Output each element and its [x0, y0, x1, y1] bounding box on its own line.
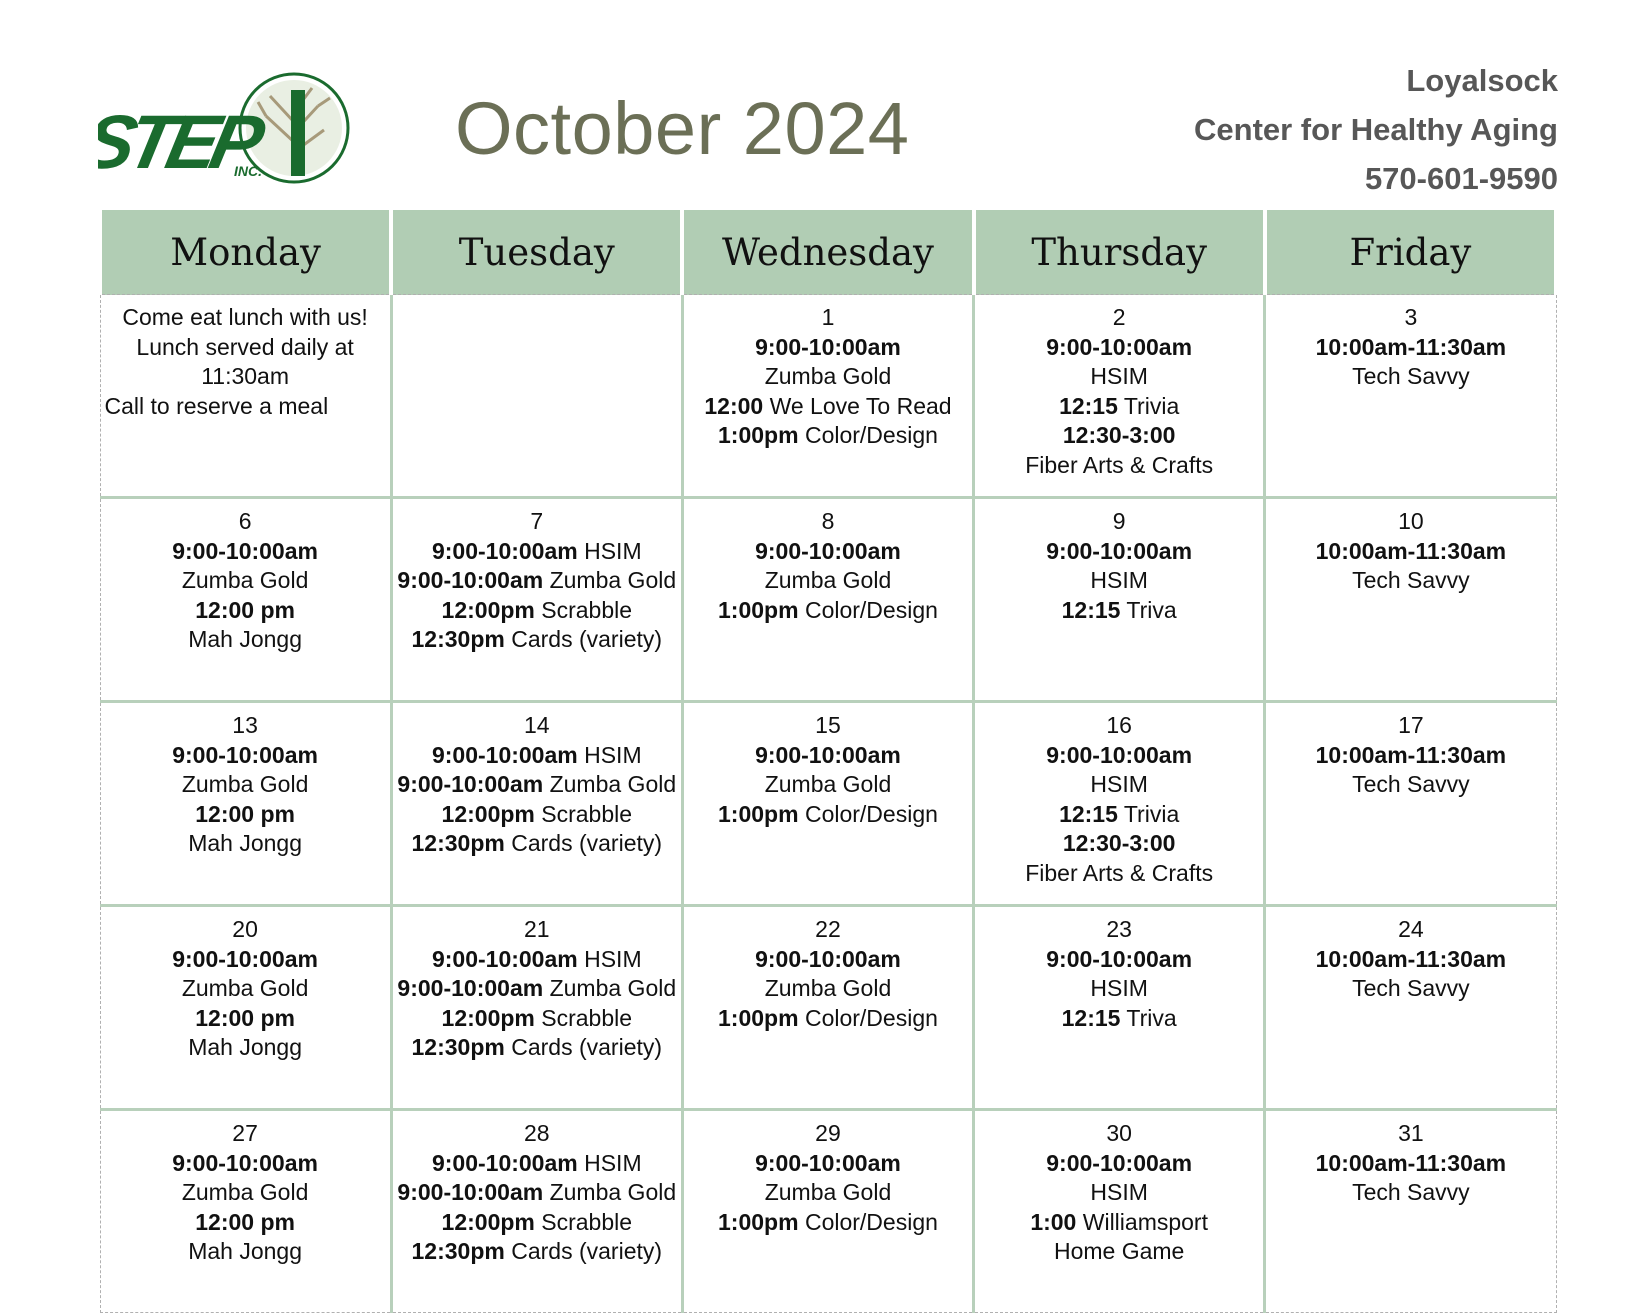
- event-line: [1270, 537, 1551, 567]
- event-name: Williamsport: [1076, 1208, 1208, 1235]
- day-cell: [391, 498, 682, 702]
- event-name: Cards (variety): [504, 626, 663, 652]
- day-cell: [100, 702, 391, 906]
- event-time: 9:00-10:00am: [755, 945, 901, 972]
- event-name: Mah Jongg: [188, 830, 302, 856]
- step-inc-logo: [98, 72, 350, 184]
- event-line: [105, 945, 386, 975]
- event-time: 12:00 pm: [195, 1208, 295, 1235]
- calendar-week-row: [100, 1110, 1556, 1313]
- event-time: 12:30pm: [411, 830, 505, 856]
- day-cell: [1265, 295, 1556, 498]
- event-name: Mah Jongg: [188, 626, 302, 652]
- event-line: [688, 1004, 968, 1034]
- day-number: 17: [1398, 712, 1424, 738]
- day-cell: [974, 1110, 1265, 1313]
- event-time: 12:15: [1061, 1004, 1121, 1031]
- event-line: [979, 333, 1259, 363]
- day-cell: [682, 906, 973, 1110]
- event-name: HSIM: [577, 945, 642, 972]
- event-time: 9:00-10:00am: [1046, 945, 1193, 972]
- event-line: [979, 1004, 1259, 1034]
- event-name: Scrabble: [534, 596, 633, 623]
- event-name: Zumba Gold: [764, 771, 892, 797]
- day-cell: [974, 498, 1265, 702]
- day-number: 20: [232, 916, 258, 942]
- event-time: 12:15: [1059, 800, 1118, 827]
- day-number: 22: [815, 916, 841, 942]
- day-cell: [682, 498, 973, 702]
- event-name: Tech Savvy: [1352, 567, 1470, 593]
- day-number: 23: [1106, 916, 1132, 942]
- event-line: [979, 596, 1259, 626]
- weekday-thursday: Thursday: [974, 210, 1265, 295]
- event-line: [1270, 566, 1551, 596]
- event-line: [397, 829, 677, 859]
- event-name: Zumba Gold: [543, 1179, 677, 1205]
- event-time: 9:00-10:00am: [172, 945, 318, 972]
- event-time: 1:00pm: [718, 422, 799, 448]
- day-cell: [1265, 906, 1556, 1110]
- event-line: [105, 537, 386, 567]
- event-time: 9:00-10:00am: [431, 537, 578, 564]
- event-time: 12:30-3:00: [1062, 422, 1176, 448]
- event-name: Tech Savvy: [1352, 1179, 1470, 1205]
- event-line: [105, 1149, 386, 1179]
- event-name: Zumba Gold: [181, 771, 309, 797]
- event-time: 1:00pm: [718, 596, 799, 623]
- event-line: [688, 362, 968, 392]
- event-time: 9:00-10:00am: [172, 741, 318, 768]
- event-name: Tech Savvy: [1352, 363, 1470, 389]
- event-time: 9:00-10:00am: [755, 1149, 901, 1176]
- event-line: [688, 945, 968, 975]
- event-line: [1270, 1178, 1551, 1208]
- event-time: 12:00pm: [441, 1004, 535, 1031]
- day-number: 28: [523, 1120, 550, 1146]
- event-name: HSIM: [1090, 567, 1148, 593]
- event-line: [397, 1033, 677, 1063]
- event-line: [979, 1237, 1259, 1267]
- event-line: [105, 1033, 386, 1063]
- event-line: [397, 1149, 677, 1179]
- event-name: Tech Savvy: [1352, 975, 1470, 1001]
- event-line: [979, 537, 1259, 567]
- event-name: Cards (variety): [504, 1238, 663, 1264]
- event-name: Color/Design: [798, 800, 938, 827]
- event-name: Mah Jongg: [188, 1238, 302, 1264]
- event-line: [105, 566, 386, 596]
- day-number: 7: [530, 508, 544, 534]
- event-name: HSIM: [1090, 363, 1148, 389]
- event-name: HSIM: [1090, 771, 1148, 797]
- weekday-monday: Monday: [100, 210, 391, 295]
- weekday-friday: Friday: [1265, 210, 1556, 295]
- event-time: 9:00-10:00am: [1046, 537, 1193, 564]
- lunch-note-line: Call to reserve a meal: [104, 392, 329, 419]
- day-number: 1: [821, 304, 835, 330]
- event-name: HSIM: [1090, 1179, 1148, 1205]
- day-number: 15: [815, 712, 841, 738]
- event-time: 10:00am-11:30am: [1315, 741, 1507, 768]
- day-cell: [391, 906, 682, 1110]
- event-name: Zumba Gold: [181, 567, 309, 593]
- event-line: [979, 362, 1259, 392]
- event-line: [397, 770, 677, 800]
- event-name: Zumba Gold: [764, 975, 892, 1001]
- event-name: Triva: [1120, 1004, 1177, 1031]
- event-line: [105, 625, 386, 655]
- event-name: Triva: [1120, 596, 1177, 623]
- event-line: [979, 566, 1259, 596]
- event-time: 12:00 pm: [195, 1004, 295, 1031]
- event-time: 10:00am-11:30am: [1315, 945, 1507, 972]
- day-cell: [1265, 498, 1556, 702]
- event-name: Zumba Gold: [181, 975, 309, 1001]
- event-time: 1:00: [1030, 1208, 1077, 1235]
- event-time: 9:00-10:00am: [172, 1149, 318, 1176]
- event-name: Trivia: [1117, 800, 1180, 827]
- event-time: 9:00-10:00am: [172, 537, 318, 564]
- event-line: [397, 945, 677, 975]
- event-line: [979, 421, 1259, 451]
- org-name: Loyalsock: [1406, 63, 1558, 98]
- event-name: We Love To Read: [763, 392, 952, 419]
- event-time: 1:00pm: [718, 1004, 799, 1031]
- event-name: Zumba Gold: [764, 567, 892, 593]
- event-line: [979, 770, 1259, 800]
- day-number: 6: [238, 508, 252, 534]
- event-name: Zumba Gold: [543, 975, 677, 1001]
- event-line: [1270, 362, 1551, 392]
- event-line: [105, 974, 386, 1004]
- event-line: [397, 1208, 677, 1238]
- calendar-week-row: [100, 498, 1556, 702]
- event-line: [397, 1178, 677, 1208]
- event-line: [105, 1208, 386, 1238]
- event-name: Cards (variety): [504, 1034, 663, 1060]
- event-line: [979, 829, 1259, 859]
- event-line: [979, 859, 1259, 889]
- event-line: [979, 1149, 1259, 1179]
- event-time: 9:00-10:00am: [397, 771, 544, 797]
- event-name: HSIM: [577, 1149, 642, 1176]
- event-line: [688, 333, 968, 363]
- event-name: Color/Design: [798, 422, 938, 448]
- event-time: 9:00-10:00am: [1046, 741, 1193, 768]
- event-name: Color/Design: [798, 596, 938, 623]
- event-time: 12:00pm: [441, 1208, 535, 1235]
- day-cell: [391, 1110, 682, 1313]
- event-line: [979, 1208, 1259, 1238]
- day-cell: [100, 1110, 391, 1313]
- day-number: 9: [1112, 508, 1126, 534]
- event-line: [1270, 770, 1551, 800]
- event-line: [397, 974, 677, 1004]
- day-number: 24: [1398, 916, 1424, 942]
- day-number: 3: [1404, 304, 1418, 330]
- event-time: 12:00pm: [441, 800, 535, 827]
- event-line: [1270, 333, 1551, 363]
- event-time: 9:00-10:00am: [397, 567, 544, 593]
- event-line: [105, 770, 386, 800]
- event-line: [397, 596, 677, 626]
- day-number: 27: [232, 1120, 258, 1146]
- calendar-grid: [98, 210, 1558, 1313]
- event-line: [688, 392, 968, 422]
- event-line: [979, 741, 1259, 771]
- calendar-week-row: [100, 295, 1556, 498]
- event-name: Zumba Gold: [181, 1179, 309, 1205]
- event-name: Tech Savvy: [1352, 771, 1470, 797]
- event-line: [979, 800, 1259, 830]
- day-number: 16: [1106, 712, 1132, 738]
- org-phone: 570-601-9590: [1364, 161, 1558, 196]
- event-time: 9:00-10:00am: [1046, 1149, 1193, 1176]
- event-line: [105, 800, 386, 830]
- calendar-week-row: [100, 906, 1556, 1110]
- day-cell: [1265, 1110, 1556, 1313]
- weekday-header-row: [100, 210, 1556, 295]
- event-name: Fiber Arts & Crafts: [1025, 451, 1214, 478]
- day-cell: [100, 906, 391, 1110]
- event-time: 9:00-10:00am: [431, 1149, 578, 1176]
- event-name: Scrabble: [534, 1004, 633, 1031]
- event-name: HSIM: [1090, 975, 1148, 1001]
- day-cell: [974, 906, 1265, 1110]
- event-line: [979, 451, 1259, 481]
- event-name: Cards (variety): [504, 830, 663, 856]
- event-time: 9:00-10:00am: [397, 1179, 544, 1205]
- event-line: [105, 1178, 386, 1208]
- event-line: [688, 741, 968, 771]
- event-name: Zumba Gold: [764, 363, 892, 389]
- event-name: Color/Design: [798, 1004, 938, 1031]
- event-line: [688, 770, 968, 800]
- day-number: 21: [523, 916, 550, 942]
- event-line: [1270, 741, 1551, 771]
- org-block: [1194, 56, 1558, 203]
- event-time: 12:00 pm: [195, 596, 295, 623]
- event-line: [397, 741, 677, 771]
- weekday-tuesday: Tuesday: [391, 210, 682, 295]
- event-line: [688, 421, 968, 451]
- event-time: 9:00-10:00am: [755, 741, 901, 768]
- day-number: 14: [523, 712, 550, 738]
- logo-text: STEP: [98, 99, 265, 184]
- event-time: 12:30pm: [411, 626, 505, 652]
- event-line: [688, 537, 968, 567]
- calendar-week-row: [100, 702, 1556, 906]
- event-time: 12:00 pm: [195, 800, 295, 827]
- event-time: 9:00-10:00am: [755, 537, 901, 564]
- event-line: [1270, 1149, 1551, 1179]
- page-title: October 2024: [455, 87, 910, 170]
- day-number: 8: [821, 508, 835, 534]
- lunch-note-line: Lunch served daily at: [136, 333, 354, 360]
- event-time: 12:30pm: [411, 1238, 505, 1264]
- event-line: [105, 1004, 386, 1034]
- event-line: [397, 1004, 677, 1034]
- event-line: [979, 945, 1259, 975]
- lunch-note-line: Come eat lunch with us!: [122, 304, 368, 330]
- day-number: 30: [1106, 1120, 1132, 1146]
- org-subtitle: Center for Healthy Aging: [1194, 112, 1558, 147]
- event-time: 9:00-10:00am: [431, 741, 578, 768]
- event-name: Trivia: [1117, 392, 1180, 419]
- event-line: [105, 596, 386, 626]
- event-time: 12:00pm: [441, 596, 535, 623]
- event-time: 1:00pm: [718, 800, 799, 827]
- event-name: HSIM: [577, 537, 642, 564]
- event-time: 12:15: [1059, 392, 1118, 419]
- event-name: Color/Design: [798, 1208, 938, 1235]
- lunch-note-cell: [100, 295, 391, 498]
- event-name: Scrabble: [534, 800, 633, 827]
- event-time: 9:00-10:00am: [431, 945, 578, 972]
- day-cell: [682, 295, 973, 498]
- event-name: HSIM: [577, 741, 642, 768]
- event-time: 10:00am-11:30am: [1315, 1149, 1507, 1176]
- day-cell: [682, 1110, 973, 1313]
- event-line: [688, 566, 968, 596]
- event-line: [397, 800, 677, 830]
- event-line: [688, 596, 968, 626]
- event-line: [105, 741, 386, 771]
- event-name: Mah Jongg: [188, 1034, 302, 1060]
- lunch-note-line: 11:30am: [201, 363, 289, 389]
- day-cell: [391, 702, 682, 906]
- empty-day-cell: [391, 295, 682, 498]
- day-number: 13: [232, 712, 258, 738]
- day-cell: [974, 702, 1265, 906]
- event-line: [979, 974, 1259, 1004]
- event-time: 12:15: [1061, 596, 1121, 623]
- event-line: [397, 566, 677, 596]
- event-time: 9:00-10:00am: [1046, 333, 1193, 360]
- event-line: [688, 800, 968, 830]
- event-line: [397, 1237, 677, 1267]
- logo-suffix: INC.: [234, 163, 262, 179]
- event-line: [105, 1237, 386, 1267]
- event-name: Zumba Gold: [764, 1179, 892, 1205]
- event-time: 12:30-3:00: [1062, 830, 1176, 856]
- event-time: 10:00am-11:30am: [1315, 333, 1507, 360]
- event-line: [688, 1208, 968, 1238]
- event-line: [1270, 974, 1551, 1004]
- calendar-body: [100, 295, 1556, 1313]
- event-line: [397, 625, 677, 655]
- event-time: 10:00am-11:30am: [1315, 537, 1507, 564]
- event-line: [397, 537, 677, 567]
- event-line: [688, 1178, 968, 1208]
- event-line: [979, 1178, 1259, 1208]
- day-number: 29: [815, 1120, 841, 1146]
- day-cell: [100, 498, 391, 702]
- event-name: Fiber Arts & Crafts: [1025, 859, 1214, 886]
- event-time: 12:30pm: [411, 1034, 505, 1060]
- event-name: Zumba Gold: [543, 567, 677, 593]
- day-cell: [974, 295, 1265, 498]
- event-name: Zumba Gold: [543, 771, 677, 797]
- day-cell: [682, 702, 973, 906]
- event-line: [688, 974, 968, 1004]
- day-number: 10: [1398, 508, 1424, 534]
- day-number: 2: [1112, 304, 1126, 330]
- event-name: Home Game: [1053, 1238, 1185, 1264]
- day-cell: [1265, 702, 1556, 906]
- event-line: [688, 1149, 968, 1179]
- day-number: 31: [1398, 1120, 1424, 1146]
- event-line: [1270, 945, 1551, 975]
- event-time: 9:00-10:00am: [397, 975, 544, 1001]
- event-time: 9:00-10:00am: [755, 333, 901, 360]
- event-line: [105, 829, 386, 859]
- event-time: 12:00: [704, 392, 764, 419]
- event-name: Scrabble: [534, 1208, 633, 1235]
- weekday-wednesday: Wednesday: [682, 210, 973, 295]
- event-time: 1:00pm: [718, 1208, 799, 1235]
- event-line: [979, 392, 1259, 422]
